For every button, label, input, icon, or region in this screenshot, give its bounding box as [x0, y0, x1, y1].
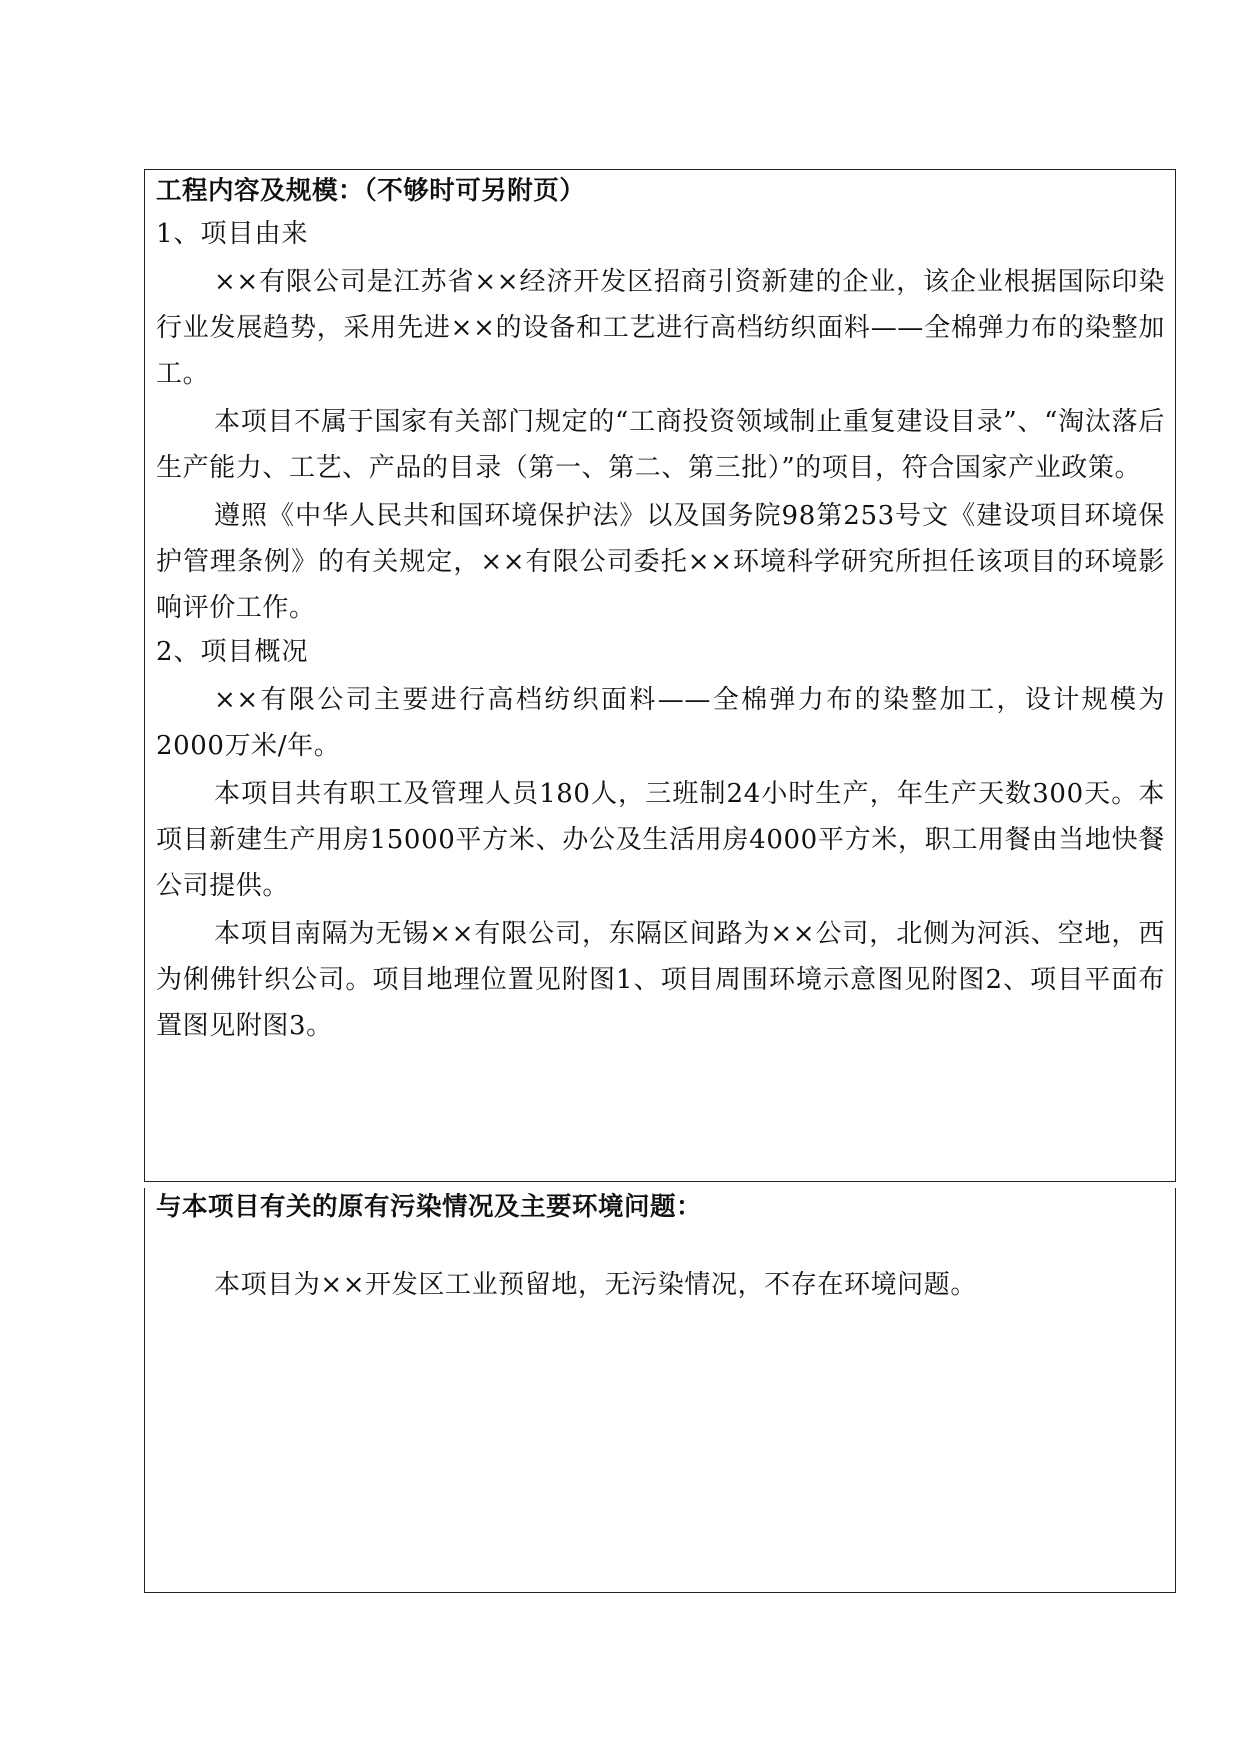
- section-heading: 与本项目有关的原有污染情况及主要环境问题：: [156, 1192, 703, 1222]
- paragraph: 本项目共有职工及管理人员180人，三班制24小时生产，年生产天数300天。本项目新建生产用房15000平方米、办公及生活用房4000平方米，职工用餐由当地快餐公司提供。: [156, 779, 1165, 901]
- paragraph: 本项目南隔为无锡××有限公司，东隔区间路为××公司，北侧为河浜、空地，西为俐佛针织公司。项目地理位置见附图1、项目周围环境示意图见附图2、项目平面布置图见附图3。: [156, 919, 1165, 1041]
- paragraph: 本项目不属于国家有关部门规定的“工商投资领域制止重复建设目录”、“淘汰落后生产能力、工艺、产品的目录（第一、第二、第三批）”的项目，符合国家产业政策。: [156, 407, 1165, 483]
- paragraph: ××有限公司主要进行高档纺织面料——全棉弹力布的染整加工，设计规模为2000万米/年。: [156, 685, 1165, 761]
- form-table: [144, 169, 1176, 1593]
- paragraph: ××有限公司是江苏省××经济开发区招商引资新建的企业，该企业根据国际印染行业发展趋势，采用先进××的设备和工艺进行高档纺织面料——全棉弹力布的染整加工。: [156, 267, 1165, 389]
- subsection-title: 1、项目由来: [156, 219, 309, 249]
- section-heading: 工程内容及规模：（不够时可另附页）: [156, 176, 586, 206]
- pollution-issues-cell: [144, 1188, 1176, 1593]
- subsection-title: 2、项目概况: [156, 637, 309, 667]
- project-content-cell: [144, 169, 1176, 1182]
- paragraph: 遵照《中华人民共和国环境保护法》以及国务院98第253号文《建设项目环境保护管理条例》的有关规定，××有限公司委托××环境科学研究所担任该项目的环境影响评价工作。: [156, 501, 1165, 623]
- paragraph: 本项目为××开发区工业预留地，无污染情况，不存在环境问题。: [214, 1270, 977, 1300]
